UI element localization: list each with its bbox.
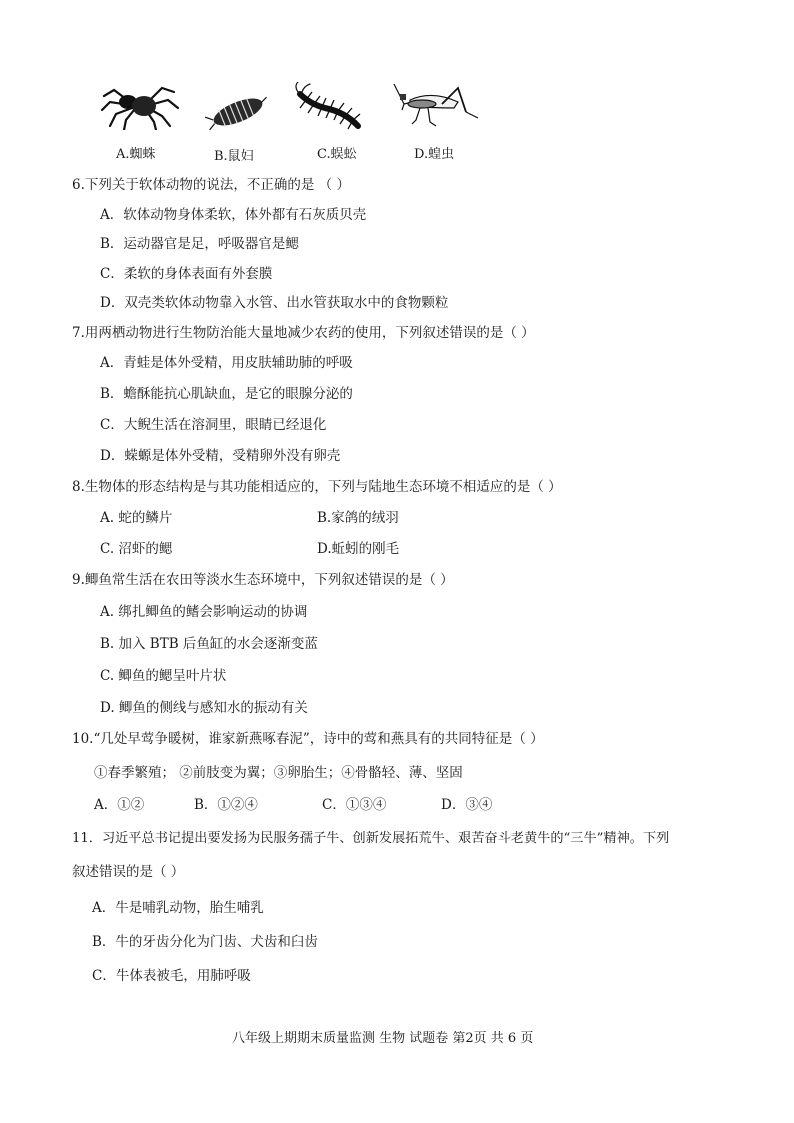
woodlouse-icon	[205, 92, 271, 132]
centipede-icon	[290, 82, 365, 132]
question-6-option-a: A．软体动物身体柔软，体外都有石灰质贝壳	[100, 207, 367, 223]
question-6-option-c: C．柔软的身体表面有外套膜	[100, 266, 273, 282]
question-11-option-c: C．牛体表被毛，用肺呼吸	[92, 968, 251, 984]
question-10-option-b: B．①②④	[194, 797, 258, 813]
question-7-option-d: D．蝾螈是体外受精，受精卵外没有卵壳	[100, 448, 341, 464]
question-11-option-a: A．牛是哺乳动物，胎生哺乳	[92, 900, 264, 916]
question-10-features: ①春季繁殖； ②前肢变为翼；③卵胎生；④骨骼轻、薄、坚固	[94, 765, 463, 781]
question-7-option-b: B．蟾酥能抗心肌缺血，是它的眼腺分泌的	[100, 386, 353, 402]
label-c-centipede: C.蜈蚣	[317, 147, 357, 162]
label-b-woodlouse: B.鼠妇	[214, 149, 254, 164]
question-8-stem: 8.生物体的形态结构是与其功能相适应的，下列与陆地生态环境不相适应的是（ ）	[72, 479, 562, 495]
question-8-option-c: C. 沼虾的鳃	[100, 541, 173, 557]
question-9-option-d: D. 鲫鱼的侧线与感知水的振动有关	[100, 700, 308, 716]
question-7-option-c: C．大鲵生活在溶洞里，眼睛已经退化	[100, 417, 327, 433]
label-d-grasshopper: D.蝗虫	[414, 147, 455, 162]
question-11-stem-line1: 11．习近平总书记提出要发扬为民服务孺子牛、创新发展拓荒牛、艰苦奋斗老黄牛的“三牛”精神。下列	[72, 831, 670, 846]
question-9-option-c: C. 鲫鱼的鳃呈叶片状	[100, 668, 227, 684]
question-11-stem-line2: 叙述错误的是（ ）	[72, 864, 185, 880]
question-10-option-c: C．①③④	[322, 797, 387, 813]
question-10-option-a: A．①②	[94, 797, 145, 813]
question-8-option-a: A. 蛇的鳞片	[100, 510, 173, 526]
page-footer: 八年级上期期末质量监测 生物 试题卷 第2页 共 6 页	[232, 1031, 534, 1046]
question-7-option-a: A．青蛙是体外受精，用皮肤辅助肺的呼吸	[100, 355, 353, 371]
question-6-option-d: D．双壳类软体动物靠入水管、出水管获取水中的食物颗粒	[100, 295, 449, 311]
label-a-spider: A.蜘蛛	[116, 147, 156, 162]
question-10-option-d: D．③④	[441, 797, 493, 813]
question-9-stem: 9.鲫鱼常生活在农田等淡水生态环境中，下列叙述错误的是（ ）	[72, 572, 454, 588]
question-6-stem: 6.下列关于软体动物的说法，不正确的是 （ ）	[72, 177, 350, 193]
question-8-option-d: D.蚯蚓的刚毛	[317, 541, 400, 557]
question-8-option-b: B.家鸽的绒羽	[317, 510, 399, 526]
question-9-option-b: B. 加入 BTB 后鱼缸的水会逐渐变蓝	[100, 636, 318, 652]
question-11-option-b: B．牛的牙齿分化为门齿、犬齿和臼齿	[92, 934, 318, 950]
spider-icon	[100, 80, 180, 130]
question-6-option-b: B．运动器官是足，呼吸器官是鳃	[100, 236, 299, 252]
question-10-stem: 10.“几处早莺争暖树，谁家新燕啄春泥”，诗中的莺和燕具有的共同特征是（ ）	[72, 731, 544, 747]
question-7-stem: 7.用两栖动物进行生物防治能大量地减少农药的使用，下列叙述错误的是（ ）	[72, 325, 535, 341]
question-9-option-a: A. 绑扎鲫鱼的鳍会影响运动的协调	[100, 604, 308, 620]
grasshopper-icon	[392, 82, 482, 132]
